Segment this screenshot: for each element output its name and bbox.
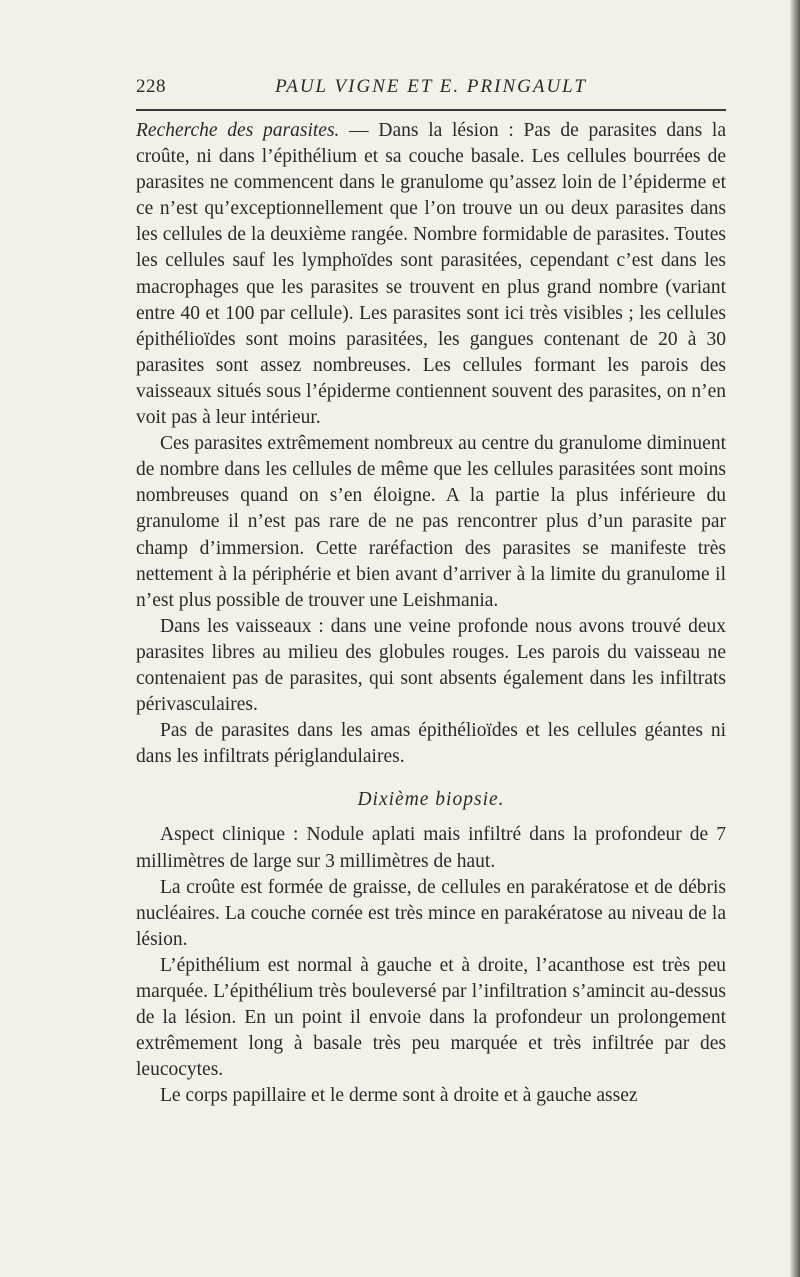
running-title: PAUL VIGNE ET E. PRINGAULT: [275, 76, 587, 97]
paragraph-parasite-distribution: Ces parasites extrêmement nombreux au centre du granulome diminuent de nombre dans les cellules de même que les cellules parasitées sont moins nombreuses quand on s’en éloigne. A la partie la plus inférieure du granulome il n’est pas rare de ne pas rencontrer plus d’un parasite par champ d’immersion. Cette raréfaction des parasites se manifeste très nettement à la périphérie et bien avant d’arriver à la limite du granulome il n’est plus possible de trouver une Leishmania.: [136, 433, 726, 611]
paragraph-parasite-search: [136, 118, 726, 431]
paragraph-lead-italic: Recherche des parasites.: [136, 120, 340, 141]
paragraph-crust: La croûte est formée de graisse, de cellules en parakératose et de débris nucléaires. La couche cornée est très mince en parakératose au niveau de la lésion.: [136, 876, 726, 950]
text-column: [136, 118, 726, 1109]
page-edge-shadow: [790, 0, 800, 1277]
header-rule: [136, 109, 726, 111]
running-head: [136, 72, 726, 102]
paragraph-papillary-body: Le corps papillaire et le derme sont à droite et à gauche assez: [160, 1085, 638, 1107]
section-heading: Dixième biopsie.: [357, 789, 505, 811]
paragraph-no-parasites: Pas de parasites dans les amas épithélioïdes et les cellules géantes ni dans les infiltrats périglandulaires.: [136, 720, 726, 768]
paragraph-vessels: Dans les vaisseaux : dans une veine profonde nous avons trouvé deux parasites libres au milieu des globules rouges. Les parois du vaisseau ne contenaient pas de parasites, qui sont absents également dans les infiltrats périvasculaires.: [136, 615, 726, 716]
page-number: 228: [136, 76, 166, 97]
paragraph-epithelium: L’épithélium est normal à gauche et à droite, l’acanthose est très peu marquée. L’épithélium très bouleversé par l’infiltration s’amincit au-dessus de la lésion. En un point il envoie dans la profondeur un prolongement extrêmement long à basale très peu marquée et très infiltrée par des leucocytes.: [136, 954, 726, 1081]
paragraph-text: — Dans la lésion : Pas de parasites dans la croûte, ni dans l’épithélium et sa couche basale. Les cellules bourrées de parasites ne commencent dans le granulome qu’assez loin de l’épiderme et ce n’est qu’exceptionnellement que l’on trouve un ou deux parasites dans les cellules de la deuxième rangée. Nombre formidable de parasites. Toutes les cellules sauf les lymphoïdes sont parasitées, cependant c’est dans les macrophages que les parasites se trouvent en plus grand nombre (variant entre 40 et 100 par cellule). Les parasites sont ici très visibles ; les cellules épithélioïdes sont moins parasitées, les gangues contenant de 20 à 30 parasites sont assez nombreuses. Les cellules formant les parois des vaisseaux situés sous l’épiderme contiennent souvent des parasites, on n’en voit pas à leur intérieur.: [136, 120, 726, 429]
paragraph-clinical-aspect: Aspect clinique : Nodule aplati mais infiltré dans la profondeur de 7 millimètres de large sur 3 millimètres de haut.: [136, 824, 726, 872]
